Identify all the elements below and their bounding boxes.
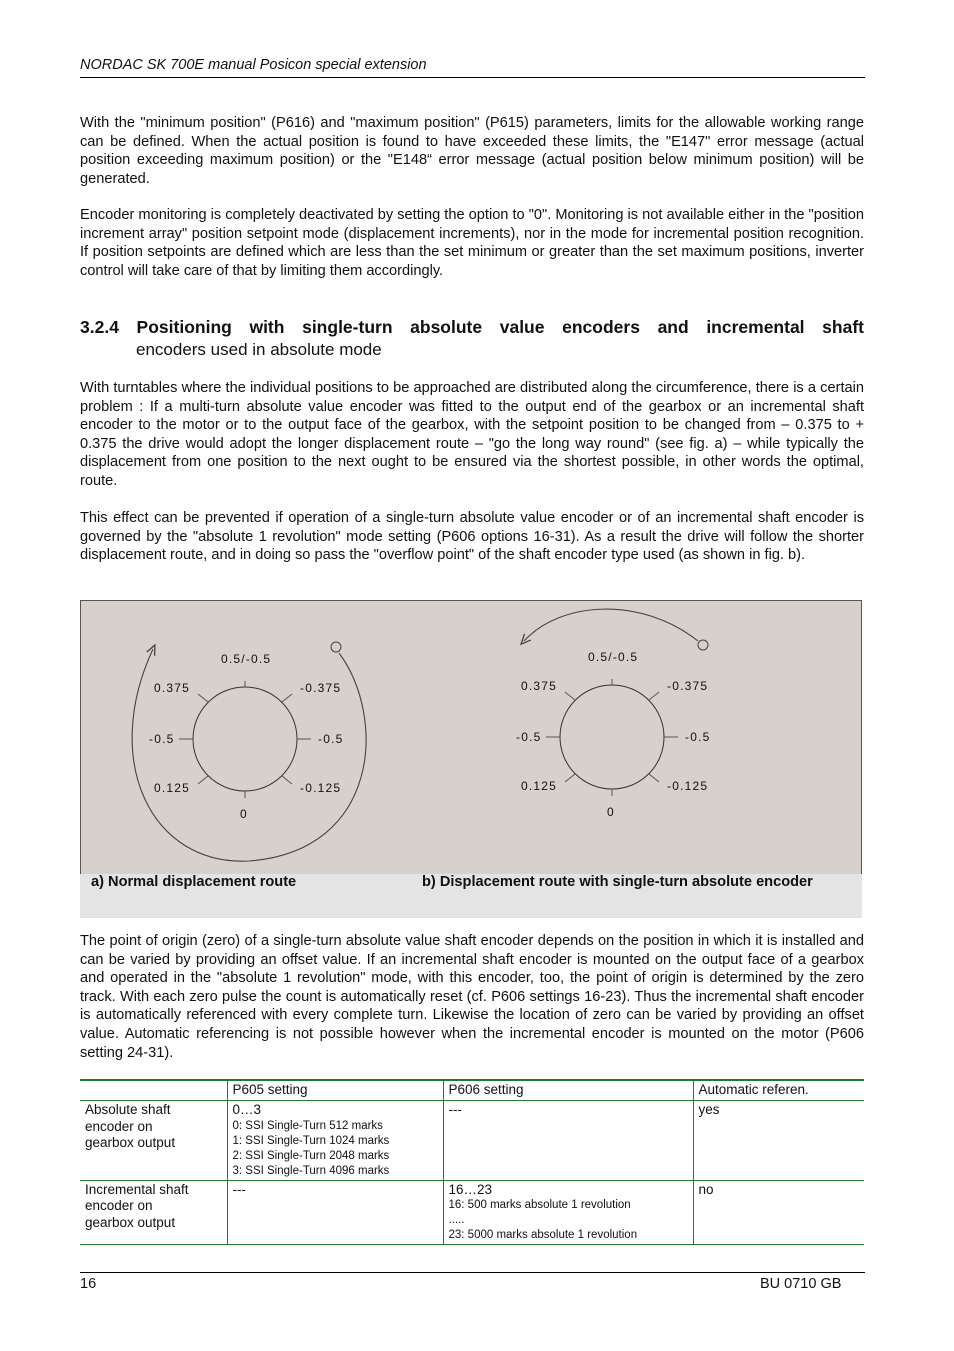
page-number: 16: [80, 1276, 97, 1292]
dial-a-label-right: -0.5: [318, 732, 344, 746]
encoder-settings-table: [80, 1079, 864, 1245]
table-header-row: [80, 1080, 864, 1101]
dial-a-start-marker: [331, 642, 341, 652]
dial-a-label-upper-left: 0.375: [154, 681, 191, 695]
p605-cell: ---: [227, 1180, 443, 1245]
row-label: Absolute shaft encoder on gearbox output: [80, 1101, 227, 1181]
dial-a-label-bottom: 0: [240, 807, 248, 821]
dial-b-label-upper-right: -0.375: [667, 679, 709, 693]
auto-ref-cell: no: [693, 1180, 864, 1245]
p606-cell: 16…23 16: 500 marks absolute 1 revolution ..... 23: 5000 marks absolute 1 revolution: [443, 1180, 693, 1245]
table-header-cell: [80, 1080, 227, 1101]
figure-diagram-area: [80, 600, 862, 875]
paragraph-origin: The point of origin (zero) of a single-turn absolute value shaft encoder depends on the position in which it is installed and can be varied by providing an offset value. If an incremental shaft encoder is mounted on the output face of a gearbox and operated in the "absolute 1 revolution" mode, with this encoder, too, the point of origin is determined by the zero track. With each zero pulse the count is automatically reset (cf. P606 settings 16-23). Thus the incremental shaft encoder is automatically referenced with every complete turn. Likewise the location of zero can be varied by providing an offset value. Automatic referencing is not possible however when the incremental encoder is mounted on the motor (P606 setting 24-31).: [80, 933, 864, 1061]
dial-b-short-route-arrow: [524, 609, 698, 641]
running-header: NORDAC SK 700E manual Posicon special extension: [80, 57, 427, 73]
section-heading-continued: encoders used in absolute mode: [136, 340, 382, 359]
displacement-figure: [80, 600, 862, 918]
paragraph-limits: With the "minimum position" (P616) and "maximum position" (P615) parameters, limits for the allowable working range can be defined. When the actual position is found to have exceeded these limits, the "E147" error message (actual position exceeding maximum position) or the "E148“ error message (actual position below minimum position) will be generated.: [80, 115, 864, 187]
p605-cell: 0…3 0: SSI Single-Turn 512 marks 1: SSI Single-Turn 1024 marks 2: SSI Single-Turn 2048 marks 3: SSI Single-Turn 4096 marks: [227, 1101, 443, 1181]
caption-b: b) Displacement route with single-turn absolute encoder: [422, 874, 813, 890]
displacement-diagram: [81, 601, 861, 874]
dial-a-label-left: -0.5: [149, 732, 175, 746]
section-heading: 3.2.4 Positioning with single-turn absolute value encoders and incremental shaft: [80, 317, 864, 337]
dial-b-start-marker: [698, 640, 708, 650]
paragraph-prevention: This effect can be prevented if operation of a single-turn absolute value encoder or of an incremental shaft encoder is governed by the "absolute 1 revolution" mode setting (P606 options 16-31). As a result the drive will follow the shorter displacement route, and in doing so pass the "overflow point" of the shaft encoder type used (as shown in fig. b).: [80, 510, 864, 564]
document-code: BU 0710 GB: [760, 1276, 842, 1292]
table-header-cell: Automatic referen.: [693, 1080, 864, 1101]
dial-b-label-left: -0.5: [516, 730, 542, 744]
dial-a: [132, 642, 366, 861]
paragraph-monitoring: Encoder monitoring is completely deactivated by setting the option to "0". Monitoring is not available either in the "position increment array" position setpoint mode (displacement increments), nor in the mode for incremental position recognition. If position setpoints are defined which are less than the set minimum or greater than the set maximum positions, inverter control will take care of that by limiting them accordingly.: [80, 207, 864, 279]
dial-a-label-top: 0.5/-0.5: [221, 652, 272, 666]
dial-b-label-upper-left: 0.375: [521, 679, 558, 693]
table-row: [80, 1101, 864, 1181]
dial-b: [516, 609, 710, 819]
table-row: [80, 1180, 864, 1245]
dial-b-label-lower-left: 0.125: [521, 779, 558, 793]
caption-a: a) Normal displacement route: [91, 874, 297, 890]
dial-a-circle: [193, 687, 297, 791]
dial-a-label-lower-left: 0.125: [154, 781, 191, 795]
paragraph-turntables: With turntables where the individual positions to be approached are distributed along the circumference, there is a certain problem : If a multi-turn absolute value encoder was fitted to the output end of the gearbox or an incremental shaft encoder to the motor or to the output face of the gearbox, with the setpoint position to be changed from – 0.375 to + 0.375 the drive would adopt the longer displacement route – "go the long way round" (see fig. a) – while typically the displacement from one position to the next ought to be ensured via the shortest possible, in other words the optimal, route.: [80, 380, 864, 489]
header-rule: [80, 77, 865, 78]
dial-b-label-bottom: 0: [607, 805, 615, 819]
dial-b-label-right: -0.5: [685, 730, 711, 744]
dial-b-circle: [560, 685, 664, 789]
dial-a-label-upper-right: -0.375: [300, 681, 342, 695]
table-header-cell: P606 setting: [443, 1080, 693, 1101]
row-label: Incremental shaft encoder on gearbox output: [80, 1180, 227, 1245]
dial-b-label-top: 0.5/-0.5: [588, 650, 639, 664]
p606-cell: ---: [443, 1101, 693, 1181]
footer-rule: [80, 1272, 865, 1273]
table-header-cell: P605 setting: [227, 1080, 443, 1101]
dial-a-label-lower-right: -0.125: [300, 781, 342, 795]
dial-b-label-lower-right: -0.125: [667, 779, 709, 793]
auto-ref-cell: yes: [693, 1101, 864, 1181]
